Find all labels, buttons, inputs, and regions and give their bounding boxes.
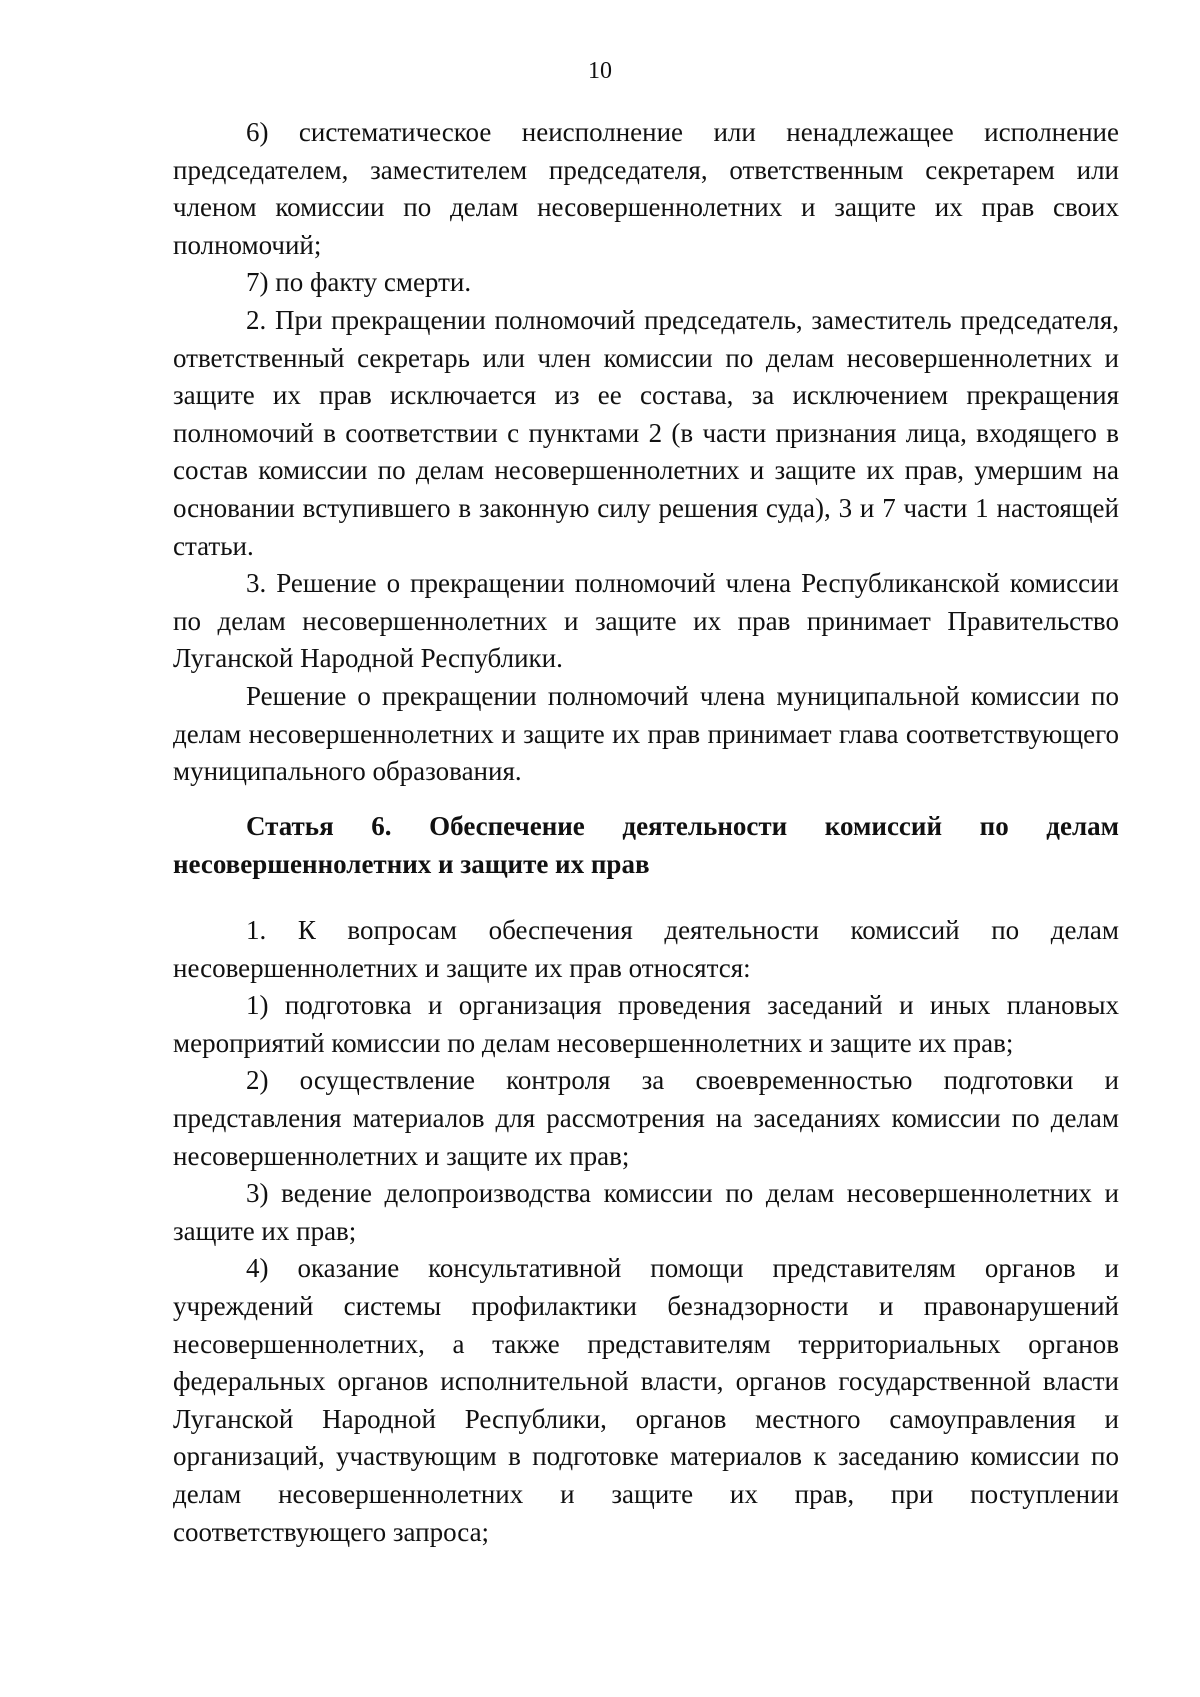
document-body-upper: [173, 114, 1119, 791]
paragraph: Решение о прекращении полномочий члена муниципальной комиссии по делам несовершеннолетних и защите их прав принимает глава соответствующего муниципального образования.: [173, 680, 1119, 787]
paragraph: 2) осуществление контроля за своевременностью подготовки и представления материалов для рассмотрения на заседаниях комиссии по делам несовершеннолетних и защите их прав;: [173, 1065, 1119, 1171]
paragraph: 4) оказание консультативной помощи представителям органов и учреждений системы профилактики безнадзорности и правонарушений несовершеннолетних, а также представителям территориальных органов федеральных органов исполнительной власти, органов государственной власти Луганской Народной Республики, органов местного самоуправления и организаций, участвующим в подготовке материалов к заседанию комиссии по делам несовершеннолетних и защите их прав, при поступлении соответствующего запроса;: [173, 1253, 1119, 1547]
paragraph: 1) подготовка и организация проведения заседаний и иных плановых мероприятий комиссии по делам несовершеннолетних и защите их прав;: [173, 990, 1119, 1058]
paragraph: 6) систематическое неисполнение или ненадлежащее исполнение председателем, заместителем председателя, ответственным секретарем или членом комиссии по делам несовершеннолетних и защите их прав своих полномочий;: [173, 117, 1119, 260]
document-body-lower: [173, 912, 1119, 1551]
article-heading: Статья 6. Обеспечение деятельности комиссий по делам несовершеннолетних и защите их прав: [173, 811, 1119, 879]
paragraph: 3) ведение делопроизводства комиссии по делам несовершеннолетних и защите их прав;: [173, 1178, 1119, 1246]
page-number: 10: [588, 58, 612, 84]
paragraph: 7) по факту смерти.: [246, 267, 472, 298]
paragraph: 2. При прекращении полномочий председатель, заместитель председателя, ответственный секретарь или член комиссии по делам несовершеннолетних и защите их прав исключается из ее состава, за исключением прекращения полномочий в соответствии с пунктами 2 (в части признания лица, входящего в состав комиссии по делам несовершеннолетних и защите их прав, умершим на основании вступившего в законную силу решения суда), 3 и 7 части 1 настоящей статьи.: [173, 304, 1119, 561]
paragraph: 3. Решение о прекращении полномочий члена Республиканской комиссии по делам несовершеннолетних и защите их прав принимает Правительство Луганской Народной Республики.: [173, 568, 1119, 674]
paragraph: 1. К вопросам обеспечения деятельности комиссий по делам несовершеннолетних и защите их прав относятся:: [173, 915, 1119, 983]
